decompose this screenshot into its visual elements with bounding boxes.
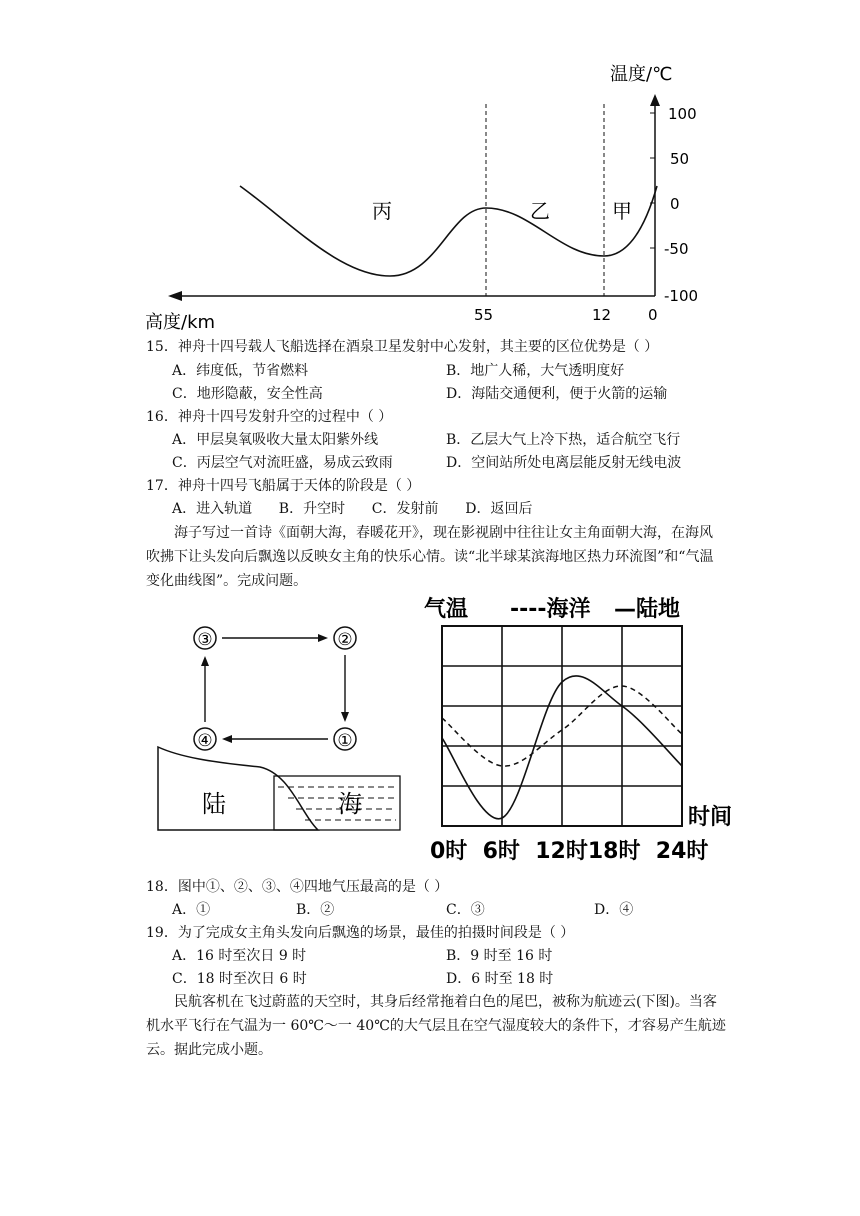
x-tick-label: 12	[592, 306, 612, 324]
atmosphere-temperature-chart	[0, 0, 860, 340]
question-16-option-a: A．甲层臭氧吸收大量太阳紫外线	[172, 432, 379, 448]
passage-haizi: 海子写过一首诗《面朝大海，春暖花开》，现在影视剧中往往让女主角面朝大海，在海风吹拂下让头发向后飘逸以反映女主角的快乐心情。读“北半球某滨海地区热力环流图”和“气温变化曲线图”。完成问题。	[146, 525, 714, 589]
question-16-option-c: C．丙层空气对流旺盛，易成云致雨	[172, 455, 393, 471]
arrow-head	[341, 712, 349, 722]
question-15-stem: 15．神舟十四号载人飞船选择在酒泉卫星发射中心发射，其主要的区位优势是（ ）	[146, 339, 659, 355]
question-18-option-a: A．①	[172, 902, 211, 918]
question-16-option-b: B．乙层大气上冷下热，适合航空飞行	[446, 432, 681, 448]
question-16-stem: 16．神舟十四号发射升空的过程中（ ）	[146, 409, 393, 425]
question-15-option-b: B．地广人稀，大气透明度好	[446, 363, 625, 379]
land-shape	[158, 747, 318, 830]
question-19-option-c: C．18 时至次日 6 时	[172, 971, 307, 987]
chart2-grid	[442, 626, 682, 826]
point-3-label: ③	[197, 630, 213, 650]
layer-label-bing: 丙	[372, 199, 392, 223]
question-15-option-a: A．纬度低，节省燃料	[172, 363, 309, 379]
arrow-head	[222, 735, 232, 743]
x-tick-label: 55	[474, 306, 494, 324]
thermal-circulation-diagram	[150, 612, 412, 862]
question-17-stem: 17．神舟十四号飞船属于天体的阶段是（ ）	[146, 478, 421, 494]
question-17-options: A．进入轨道 B．升空时 C．发射前 D．返回后	[172, 501, 533, 517]
x-tick-label: 0	[648, 306, 658, 324]
point-4-label: ④	[197, 731, 213, 751]
temperature-curve	[240, 186, 657, 276]
sea-label: 海	[338, 790, 362, 818]
layer-label-yi: 乙	[530, 199, 550, 223]
sea-box	[274, 776, 400, 830]
x-axis-title: 高度/km	[145, 312, 216, 333]
arrow-head	[318, 634, 328, 642]
temperature-axis-arrow	[650, 94, 660, 106]
layer-label-jia: 甲	[612, 199, 632, 223]
legend-land: —陆地	[614, 597, 681, 622]
y-tick-label: 100	[668, 105, 697, 123]
arrow-head	[201, 656, 209, 666]
question-18-stem: 18．图中①、②、③、④四地气压最高的是（ ）	[146, 879, 449, 895]
question-16-option-d: D．空间站所处电离层能反射无线电波	[446, 455, 682, 471]
y-tick-label: 0	[670, 195, 680, 213]
y-tick-label: -50	[664, 240, 689, 258]
y-tick-label: -100	[664, 287, 699, 305]
question-19-option-a: A．16 时至次日 9 时	[172, 948, 307, 964]
chart2-y-axis-title: 气温	[424, 597, 469, 622]
chart2-x-tick-labels: 0时 6时 12时18时 24时	[430, 839, 709, 864]
passage-contrail: 民航客机在飞过蔚蓝的天空时，其身后经常拖着白色的尾巴，被称为航迹云(下图)。当客机水平飞行在气温为一 60℃～一 40℃的大气层且在空气湿度较大的条件下，才容易产生航迹云。据此完成小题。	[146, 994, 726, 1058]
y-axis-title: 温度/℃	[610, 64, 673, 85]
question-19-stem: 19．为了完成女主角头发向后飘逸的场景，最佳的拍摄时间段是（ ）	[146, 925, 575, 941]
daily-temperature-chart	[418, 588, 744, 866]
land-label: 陆	[202, 790, 226, 818]
question-15-option-c: C．地形隐蔽，安全性高	[172, 386, 323, 402]
chart2-x-axis-title: 时间	[688, 805, 733, 830]
question-19-option-d: D．6 时至 18 时	[446, 971, 554, 987]
altitude-axis-arrow	[168, 291, 182, 301]
legend-ocean: ----海洋	[510, 597, 591, 622]
question-15-option-d: D．海陆交通便利，便于火箭的运输	[446, 386, 668, 402]
point-2-label: ②	[337, 630, 353, 650]
question-18-option-b: B．②	[296, 902, 335, 918]
question-18-option-c: C．③	[446, 902, 485, 918]
question-18-option-d: D．④	[594, 902, 634, 918]
y-tick-label: 50	[670, 150, 690, 168]
question-19-option-b: B．9 时至 16 时	[446, 948, 553, 964]
point-1-label: ①	[337, 731, 353, 751]
